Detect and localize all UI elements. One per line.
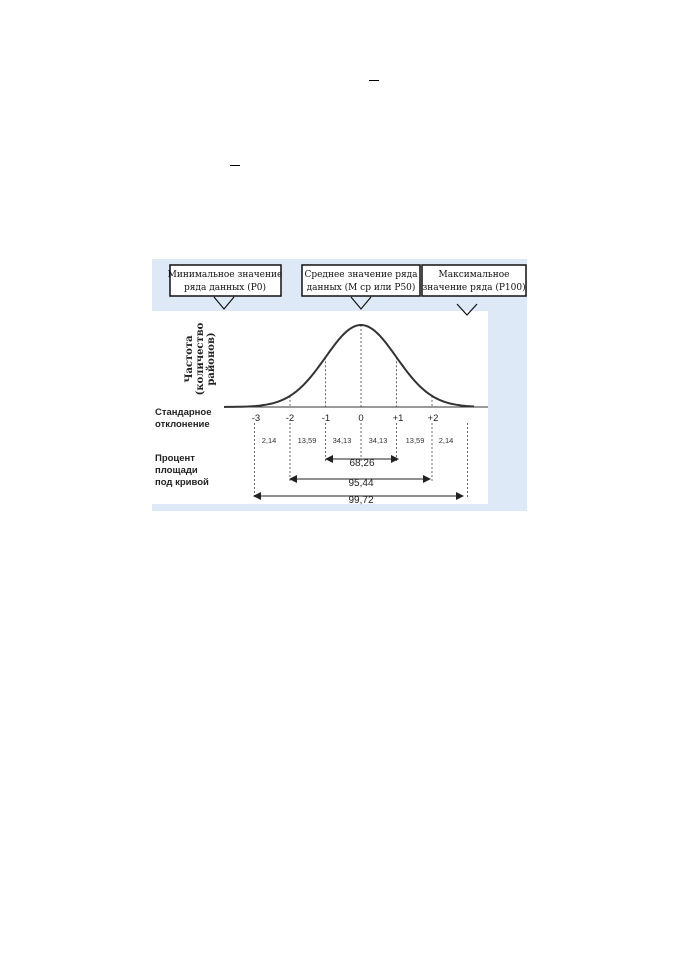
range-label-95: 95,44 <box>348 478 374 489</box>
sd-label-line-1: Стандарное <box>155 407 212 418</box>
area-label-line-3: под кривой <box>155 477 209 488</box>
callout-mean-line-2: данных (M ср или P50) <box>306 283 416 293</box>
segment-percent-3: 34,13 <box>332 436 352 445</box>
sd-tick-m1: -1 <box>321 413 331 424</box>
range-label-99: 99,72 <box>348 495 374 506</box>
y-label-line-3: районов) <box>206 332 217 386</box>
sd-tick-m3: -3 <box>251 413 261 424</box>
area-label-line-2: площади <box>155 465 198 476</box>
segment-percent-5: 13,59 <box>405 436 425 445</box>
y-label-line-1: Частота <box>184 335 195 383</box>
segment-percent-1: 2,14 <box>261 436 277 445</box>
segment-percent-2: 13,59 <box>297 436 317 445</box>
callout-max-line-1: Максимальное <box>438 270 510 280</box>
y-label-line-2: (количество <box>195 322 206 396</box>
area-label-line-1: Процент <box>155 453 195 464</box>
sd-tick-m2: -2 <box>285 413 295 424</box>
callout-mean-line-1: Среднее значение ряда <box>304 270 418 280</box>
overline-mark-2 <box>230 165 240 166</box>
callout-max-line-2: значение ряда (P100) <box>422 283 526 293</box>
sd-tick-p1: +1 <box>392 413 404 424</box>
sd-tick-p2: +2 <box>427 413 439 424</box>
range-label-68: 68,26 <box>349 458 375 469</box>
segment-percent-6: 2,14 <box>438 436 454 445</box>
sd-label-line-2: отклонение <box>155 419 210 430</box>
overline-mark-1 <box>369 80 379 81</box>
callout-min-line-1: Минимальное значение <box>167 270 283 280</box>
segment-percent-4: 34,13 <box>368 436 388 445</box>
sd-tick-0: 0 <box>358 413 364 424</box>
callout-min-line-2: ряда данных (P0) <box>183 283 267 293</box>
normal-distribution-figure <box>152 259 527 511</box>
